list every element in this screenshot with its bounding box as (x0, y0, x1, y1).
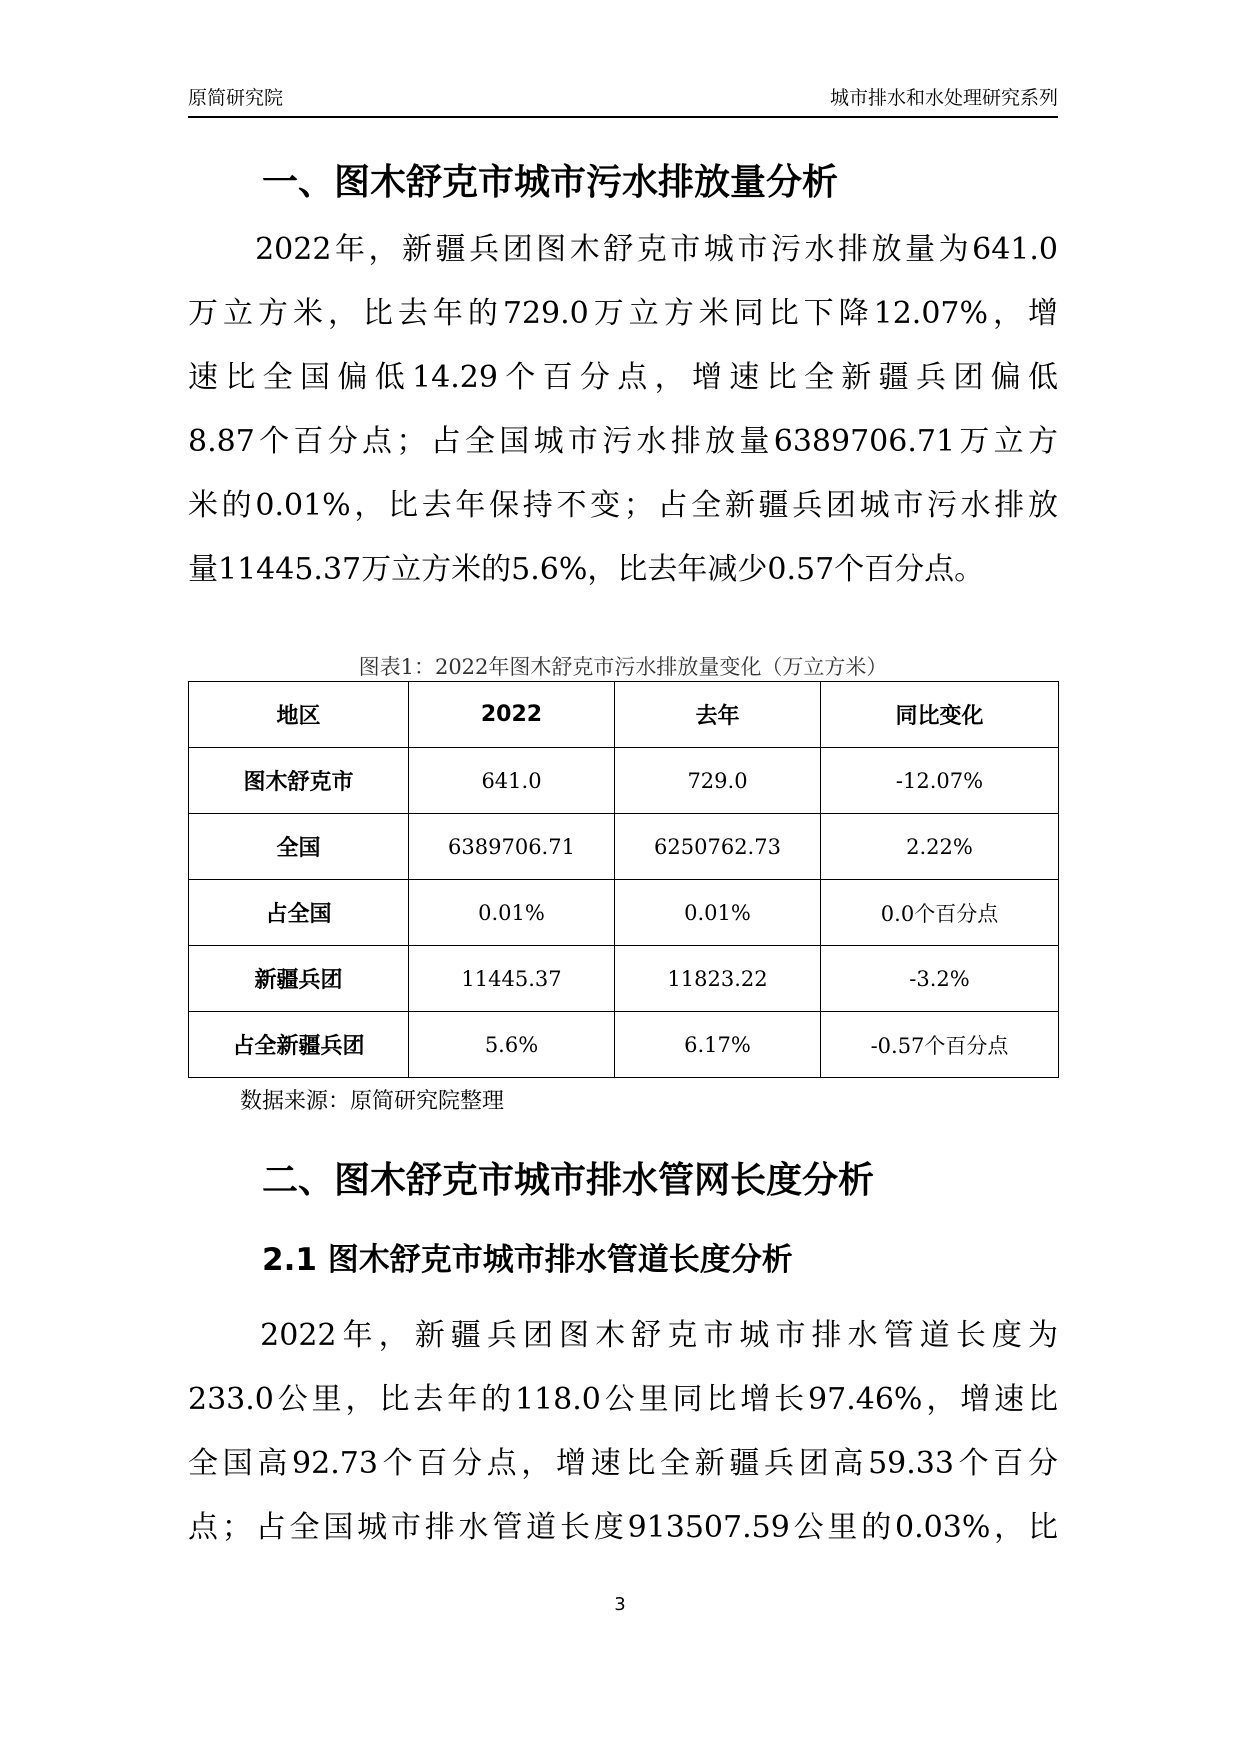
row-label: 占全新疆兵团 (189, 1012, 409, 1078)
row-label: 新疆兵团 (189, 946, 409, 1012)
table-row (189, 880, 1059, 946)
cell-change: 0.0个百分点 (821, 880, 1059, 946)
cell-change: -12.07% (821, 748, 1059, 814)
cell-change: -0.57个百分点 (821, 1012, 1059, 1078)
table-row (189, 814, 1059, 880)
subsection-2-1-paragraph (188, 1304, 1058, 1560)
cell-last-year: 11823.22 (615, 946, 821, 1012)
subsection-2-1-title: 2.1 图木舒克市城市排水管道长度分析 (262, 1242, 793, 1278)
column-header-yoy-change: 同比变化 (821, 682, 1059, 748)
cell-2022: 0.01% (409, 880, 615, 946)
row-label: 全国 (189, 814, 409, 880)
column-header-2022: 2022 (409, 682, 615, 748)
paragraph-line: 233.0公里，比去年的118.0公里同比增长97.46%，增速比 (188, 1382, 1058, 1417)
table-row (189, 748, 1059, 814)
cell-2022: 6389706.71 (409, 814, 615, 880)
table-1-caption: 图表1：2022年图木舒克市污水排放量变化（万立方米） (358, 655, 888, 679)
paragraph-line: 8.87个百分点；占全国城市污水排放量6389706.71万立方 (188, 424, 1058, 459)
header-series-title: 城市排水和水处理研究系列 (829, 87, 1058, 109)
cell-change: 2.22% (821, 814, 1059, 880)
column-header-region: 地区 (189, 682, 409, 748)
paragraph-line: 2022年，新疆兵团图木舒克市城市污水排放量为641.0 (188, 232, 1058, 267)
cell-2022: 5.6% (409, 1012, 615, 1078)
wastewater-table (188, 681, 1059, 1078)
cell-last-year: 6.17% (615, 1012, 821, 1078)
cell-2022: 641.0 (409, 748, 615, 814)
cell-last-year: 729.0 (615, 748, 821, 814)
paragraph-line: 米的0.01%，比去年保持不变；占全新疆兵团城市污水排放 (188, 488, 1058, 523)
row-label: 图木舒克市 (189, 748, 409, 814)
page-header (188, 86, 1058, 118)
cell-2022: 11445.37 (409, 946, 615, 1012)
cell-last-year: 6250762.73 (615, 814, 821, 880)
table-header-row (189, 682, 1059, 748)
cell-change: -3.2% (821, 946, 1059, 1012)
column-header-last-year: 去年 (615, 682, 821, 748)
table-row (189, 946, 1059, 1012)
page-number: 3 (614, 1594, 626, 1615)
section-1-paragraph (188, 218, 1058, 602)
cell-last-year: 0.01% (615, 880, 821, 946)
paragraph-line: 量11445.37万立方米的5.6%，比去年减少0.57个百分点。 (188, 552, 985, 587)
paragraph-line: 全国高92.73个百分点，增速比全新疆兵团高59.33个百分 (188, 1446, 1058, 1481)
paragraph-line: 速比全国偏低14.29个百分点，增速比全新疆兵团偏低 (188, 360, 1058, 395)
section-1-title: 一、图木舒克市城市污水排放量分析 (262, 162, 839, 203)
table-row (189, 1012, 1059, 1078)
paragraph-line: 点；占全国城市排水管道长度913507.59公里的0.03%，比 (188, 1510, 1058, 1545)
row-label: 占全国 (189, 880, 409, 946)
header-org-name: 原简研究院 (188, 87, 284, 109)
paragraph-line: 万立方米，比去年的729.0万立方米同比下降12.07%，增 (188, 296, 1058, 331)
section-2-title: 二、图木舒克市城市排水管网长度分析 (262, 1160, 875, 1201)
paragraph-line: 2022年，新疆兵团图木舒克市城市排水管道长度为 (188, 1318, 1058, 1353)
table-source-note: 数据来源：原简研究院整理 (240, 1089, 505, 1114)
